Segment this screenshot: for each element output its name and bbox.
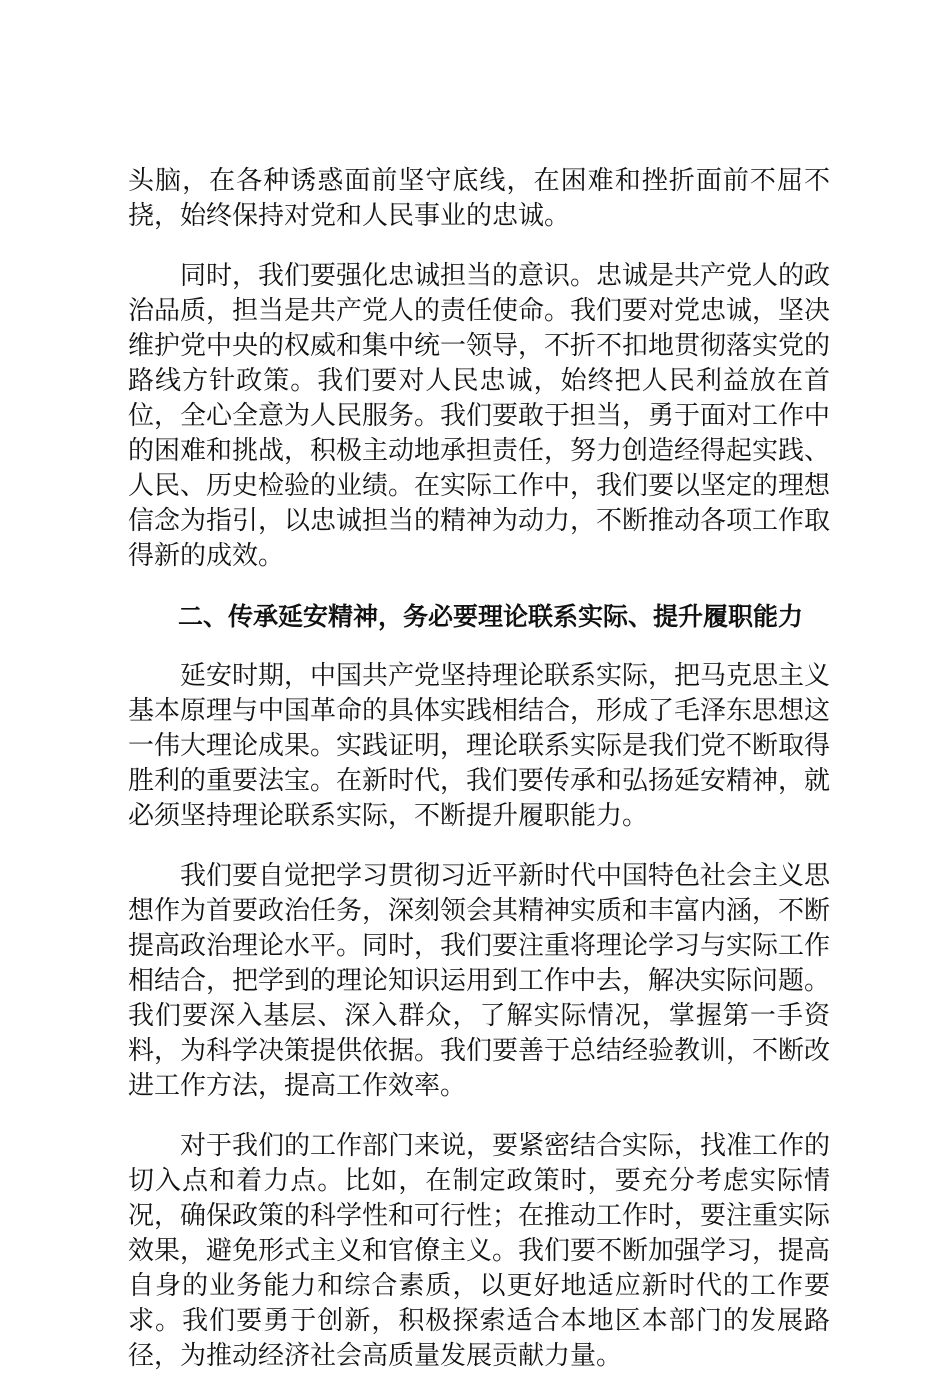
paragraph-loyalty: 同时，我们要强化忠诚担当的意识。忠诚是共产党人的政治品质，担当是共产党人的责任使命。我们要对党忠诚，坚决维护党中央的权威和集中统一领导，不折不扣地贯彻落实党的路线方针政策。我们要对人民忠诚，始终把人民利益放在首位，全心全意为人民服务。我们要敢于担当，勇于面对工作中的困难和挑战，积极主动地承担责任，努力创造经得起实践、人民、历史检验的业绩。在实际工作中，我们要以坚定的理想信念为指引，以忠诚担当的精神为动力，不断推动各项工作取得新的成效。 bbox=[128, 261, 831, 571]
paragraph-department: 对于我们的工作部门来说，要紧密结合实际，找准工作的切入点和着力点。比如，在制定政策时，要充分考虑实际情况，确保政策的科学性和可行性；在推动工作时，要注重实际效果，避免形式主义和官僚主义。我们要不断加强学习，提高自身的业务能力和综合素质，以更好地适应新时代的工作要求。我们要勇于创新，积极探索适合本地区本部门的发展路径，为推动经济社会高质量发展贡献力量。 bbox=[128, 1131, 831, 1371]
section-heading: 二、传承延安精神，务必要理论联系实际、提升履职能力 bbox=[178, 602, 804, 631]
document-body bbox=[128, 164, 830, 1399]
paragraph-study: 我们要自觉把学习贯彻习近平新时代中国特色社会主义思想作为首要政治任务，深刻领会其精神实质和丰富内涵，不断提高政治理论水平。同时，我们要注重将理论学习与实际工作相结合，把学到的理论知识运用到工作中去，解决实际问题。我们要深入基层、深入群众，了解实际情况，掌握第一手资料，为科学决策提供依据。我们要善于总结经验教训，不断改进工作方法，提高工作效率。 bbox=[128, 861, 831, 1101]
paragraph-continuation: 头脑，在各种诱惑面前坚守底线，在困难和挫折面前不屈不挠，始终保持对党和人民事业的忠诚。 bbox=[128, 166, 830, 231]
paragraph-yanan-theory: 延安时期，中国共产党坚持理论联系实际，把马克思主义基本原理与中国革命的具体实践相结合，形成了毛泽东思想这一伟大理论成果。实践证明，理论联系实际是我们党不断取得胜利的重要法宝。在新时代，我们要传承和弘扬延安精神，就必须坚持理论联系实际，不断提升履职能力。 bbox=[128, 661, 831, 831]
